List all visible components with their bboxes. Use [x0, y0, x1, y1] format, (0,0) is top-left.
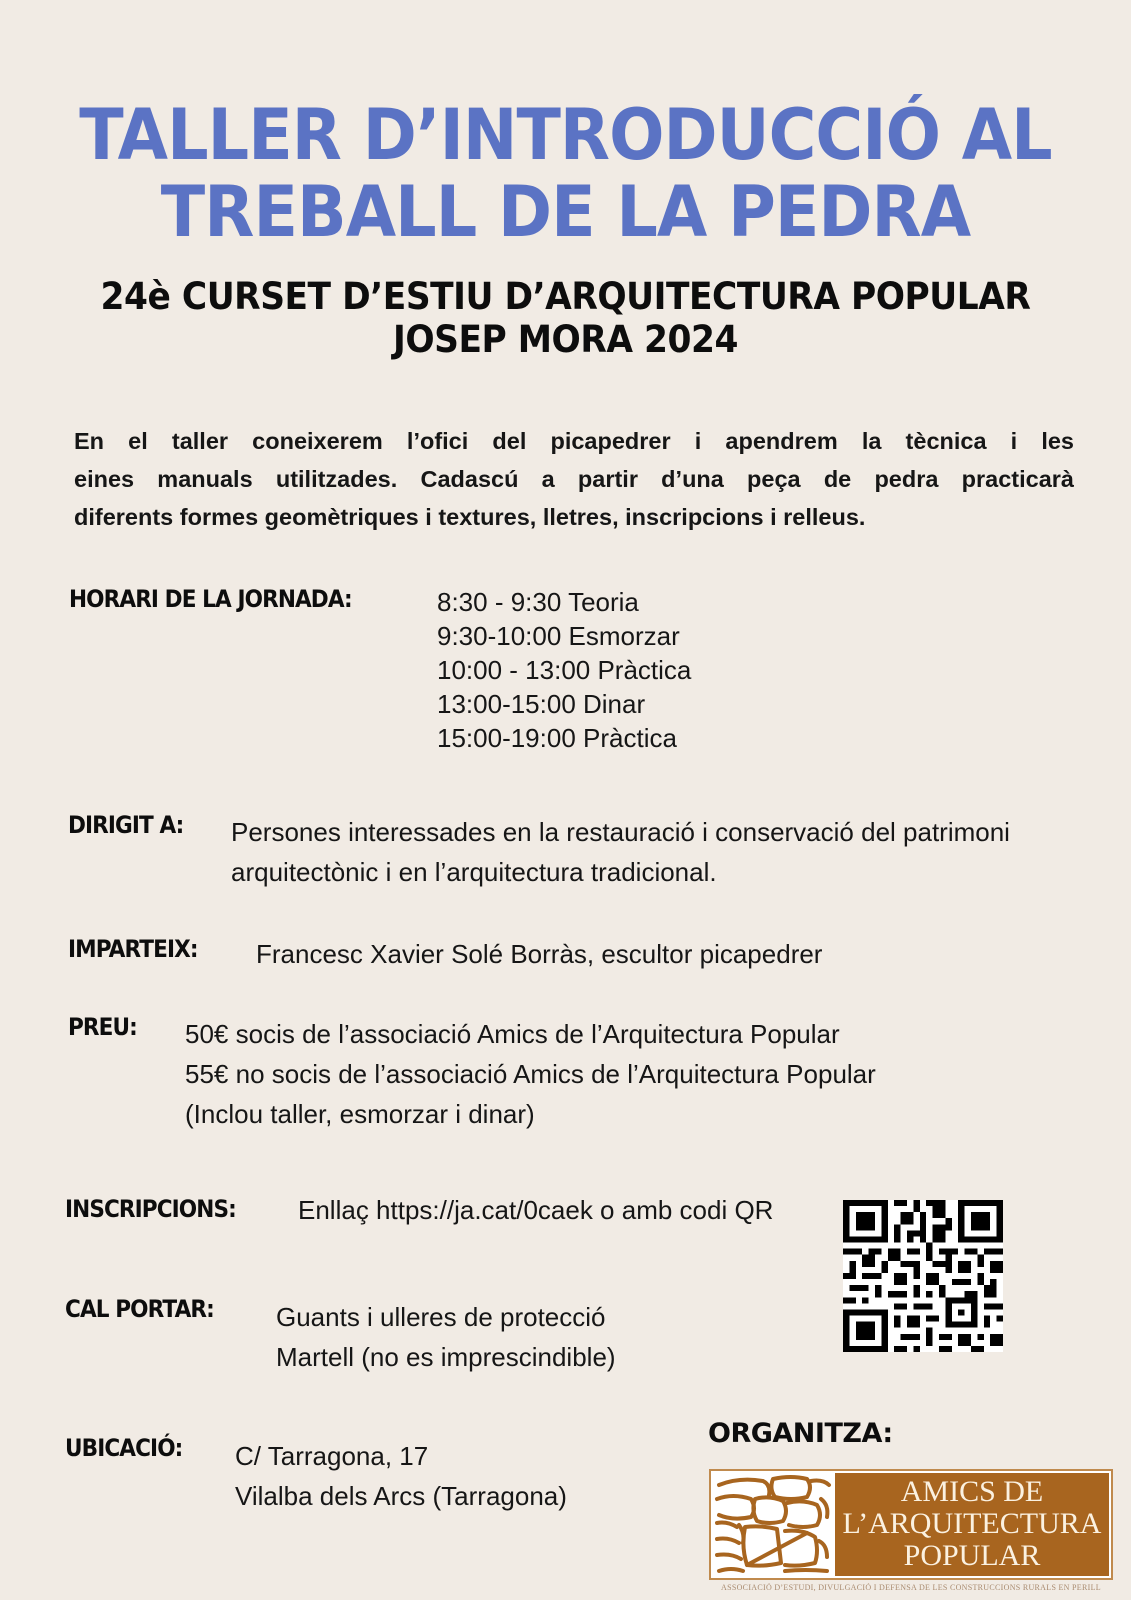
- bring-label: CAL PORTAR:: [65, 1295, 214, 1323]
- intro-line: diferents formes geomètriques i textures, lletres, inscripcions i relleus.: [74, 504, 866, 530]
- logo-line: L’ARQUITECTURA: [842, 1507, 1102, 1540]
- location-line: C/ Tarragona, 17: [235, 1441, 429, 1471]
- subtitle-line-2: JOSEP MORA 2024: [393, 318, 738, 361]
- title-line-1: TALLER D’INTRODUCCIÓ AL: [79, 94, 1052, 176]
- schedule-item: 9:30-10:00 Esmorzar: [437, 621, 680, 651]
- price-label: PREU:: [68, 1013, 137, 1041]
- organizer-label: ORGANITZA:: [708, 1418, 893, 1449]
- title-line-2: TREBALL DE LA PEDRA: [160, 171, 971, 253]
- location-address: [235, 1436, 567, 1516]
- schedule-list: [437, 585, 691, 755]
- intro-paragraph: [74, 422, 1074, 536]
- logo-line: POPULAR: [903, 1539, 1041, 1572]
- bring-list: [276, 1297, 616, 1377]
- intro-line: eines manuals utilitzades. Cadascú a partir d’una peça de pedra practicarà: [74, 466, 1074, 492]
- schedule-item: 10:00 - 13:00 Pràctica: [437, 655, 692, 685]
- schedule-label: HORARI DE LA JORNADA:: [69, 585, 352, 613]
- intro-line: En el taller coneixerem l’ofici del picapedrer i apendrem la tècnica i les: [74, 428, 1074, 454]
- audience-label: DIRIGIT A:: [68, 811, 184, 839]
- stone-wall-icon: [711, 1471, 833, 1578]
- audience-text: [231, 812, 1010, 892]
- price-non-members: 55€ no socis de l’associació Amics de l’Arquitectura Popular: [185, 1059, 876, 1089]
- location-line: Vilalba dels Arcs (Tarragona): [235, 1481, 567, 1511]
- instructor-value: Francesc Xavier Solé Borràs, escultor picapedrer: [256, 939, 823, 969]
- audience-line: Persones interessades en la restauració i conservació del patrimoni: [231, 817, 1010, 847]
- bring-item: Guants i ulleres de protecció: [276, 1302, 606, 1332]
- instructor-label: IMPARTEIX:: [68, 935, 198, 963]
- registration-label: INSCRIPCIONS:: [65, 1195, 236, 1223]
- organizer-logo: [709, 1469, 1113, 1580]
- audience-line: arquitectònic i en l’arquitectura tradicional.: [231, 857, 717, 887]
- schedule-item: 13:00-15:00 Dinar: [437, 689, 646, 719]
- qr-code-icon[interactable]: [843, 1200, 1003, 1352]
- schedule-item: 8:30 - 9:30 Teoria: [437, 587, 639, 617]
- registration-link[interactable]: Enllaç https://ja.cat/0caek o amb codi QR: [298, 1195, 774, 1225]
- subtitle-line-1: 24è CURSET D’ESTIU D’ARQUITECTURA POPULAR: [100, 275, 1031, 318]
- logo-wordmark: [835, 1473, 1109, 1576]
- logo-line: AMICS DE: [900, 1475, 1044, 1508]
- price-members: 50€ socis de l’associació Amics de l’Arquitectura Popular: [185, 1019, 840, 1049]
- schedule-item: 15:00-19:00 Pràctica: [437, 723, 677, 753]
- price-includes: (Inclou taller, esmorzar i dinar): [185, 1099, 535, 1129]
- price-list: [185, 1014, 876, 1134]
- logo-tagline: ASSOCIACIÓ D’ESTUDI, DIVULGACIÓ I DEFENSA DE LES CONSTRUCCIONS RURALS EN PERILL: [721, 1583, 1101, 1592]
- bring-item: Martell (no es imprescindible): [276, 1342, 616, 1372]
- location-label: UBICACIÓ:: [65, 1434, 183, 1462]
